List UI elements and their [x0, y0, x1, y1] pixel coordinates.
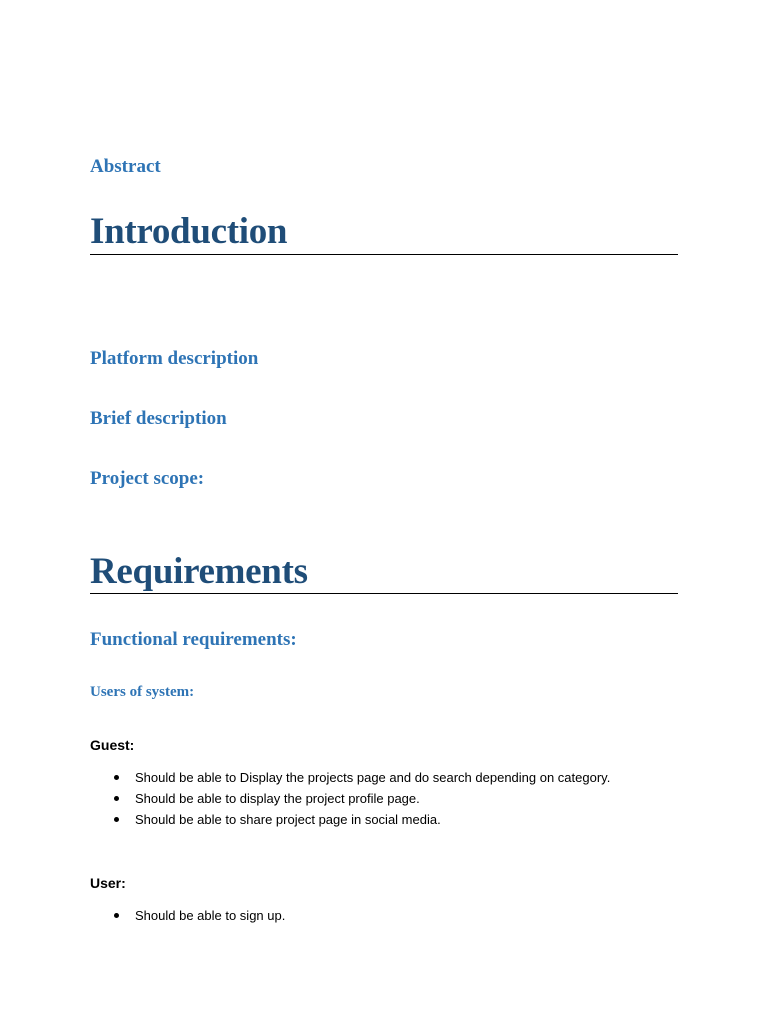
users-of-system-heading: Users of system:: [90, 684, 195, 700]
abstract-heading: Abstract: [90, 156, 161, 177]
bullet-icon: [114, 796, 119, 801]
list-item-text: Should be able to share project page in social media.: [135, 812, 441, 827]
user-label: User:: [90, 875, 126, 891]
list-item-text: Should be able to display the project profile page.: [135, 791, 420, 806]
list-item: [90, 905, 285, 926]
list-item: [90, 788, 610, 809]
bullet-icon: [114, 817, 119, 822]
bullet-icon: [114, 775, 119, 780]
list-item: [90, 767, 610, 788]
list-item: [90, 809, 610, 830]
introduction-underline: [90, 254, 678, 255]
user-requirements-list: [90, 905, 285, 926]
brief-description-heading: Brief description: [90, 408, 227, 429]
functional-requirements-heading: Functional requirements:: [90, 629, 297, 650]
platform-description-heading: Platform description: [90, 348, 259, 369]
requirements-heading: Requirements: [90, 551, 308, 592]
guest-label: Guest:: [90, 737, 135, 753]
guest-requirements-list: [90, 767, 610, 830]
introduction-heading: Introduction: [90, 211, 288, 252]
project-scope-heading: Project scope:: [90, 468, 205, 489]
list-item-text: Should be able to sign up.: [135, 908, 286, 923]
requirements-underline: [90, 593, 678, 594]
list-item-text: Should be able to Display the projects page and do search depending on category.: [135, 770, 611, 785]
bullet-icon: [114, 913, 119, 918]
